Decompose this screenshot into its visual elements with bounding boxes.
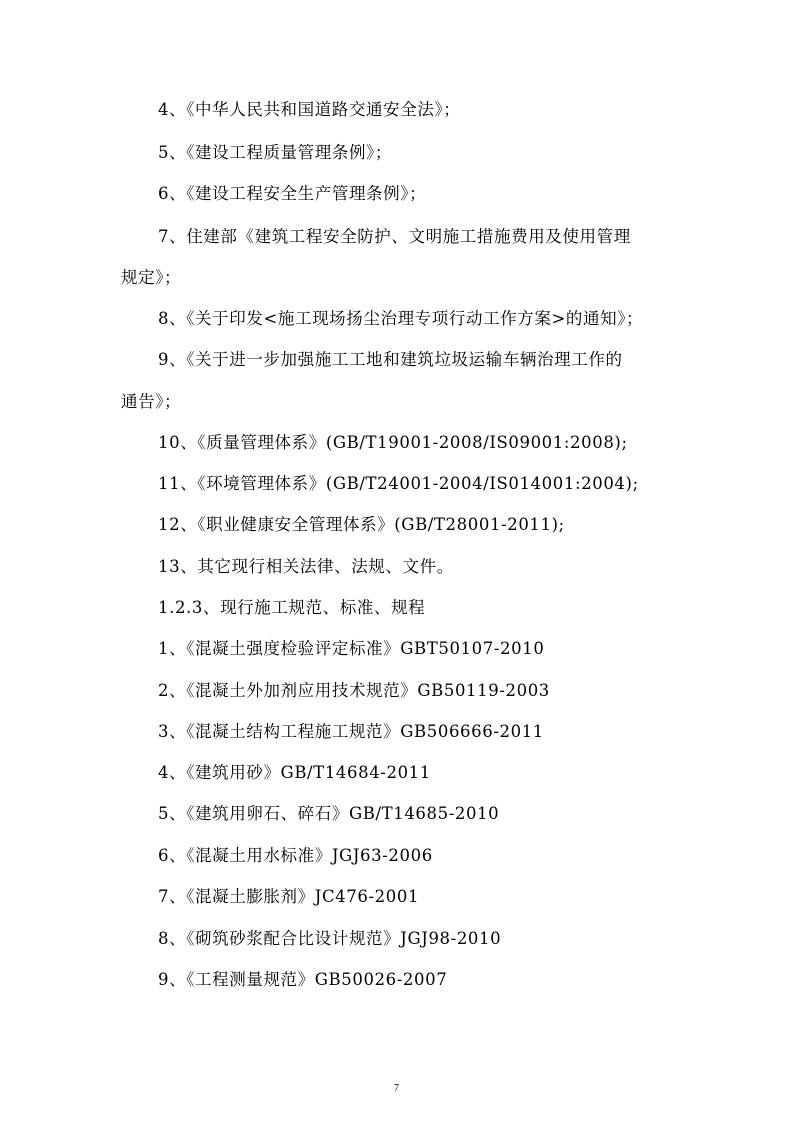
standard-item-9: 9、《工程测量规范》GB50026-2007 [158, 970, 448, 989]
standard-item-1: 1、《混凝土强度检验评定标准》GBT50107-2010 [158, 639, 545, 658]
standard-item-5: 5、《建筑用卵石、碎石》GB/T14685-2010 [158, 804, 500, 823]
law-item-7-continued: 规定》； [121, 268, 182, 287]
standard-item-3: 3、《混凝土结构工程施工规范》GB506666-2011 [158, 722, 544, 741]
law-item-11: 11、《环境管理体系》(GB/T24001-2004/IS014001:2004); [158, 474, 639, 493]
law-item-9-continued: 通告》； [121, 392, 182, 411]
law-item-13: 13、其它现行相关法律、法规、文件。 [158, 557, 454, 576]
law-item-5: 5、《建设工程质量管理条例》； [158, 143, 392, 162]
law-item-7: 7、住建部《建筑工程安全防护、文明施工措施费用及使用管理 [158, 227, 631, 246]
law-item-9: 9、《关于进一步加强施工工地和建筑垃圾运输车辆治理工作的 [158, 350, 623, 369]
standard-item-4: 4、《建筑用砂》GB/T14684-2011 [158, 763, 431, 782]
law-item-4: 4、《中华人民共和国道路交通安全法》； [158, 100, 461, 119]
page-number: 7 [394, 1083, 399, 1094]
standard-item-8: 8、《砌筑砂浆配合比设计规范》JGJ98-2010 [158, 929, 502, 948]
standard-item-2: 2、《混凝土外加剂应用技术规范》GB50119-2003 [158, 681, 550, 700]
section-heading: 1.2.3、现行施工规范、标准、规程 [158, 598, 426, 617]
standard-item-7: 7、《混凝土膨胀剂》JC476-2001 [158, 887, 420, 906]
law-item-10: 10、《质量管理体系》(GB/T19001-2008/IS09001:2008); [158, 433, 628, 452]
law-item-6: 6、《建设工程安全生产管理条例》； [158, 184, 427, 203]
standard-item-6: 6、《混凝土用水标准》JGJ63-2006 [158, 846, 433, 865]
law-item-8: 8、《关于印发<施工现场扬尘治理专项行动工作方案>的通知》； [158, 309, 644, 328]
law-item-12: 12、《职业健康安全管理体系》(GB/T28001-2011); [158, 515, 565, 534]
